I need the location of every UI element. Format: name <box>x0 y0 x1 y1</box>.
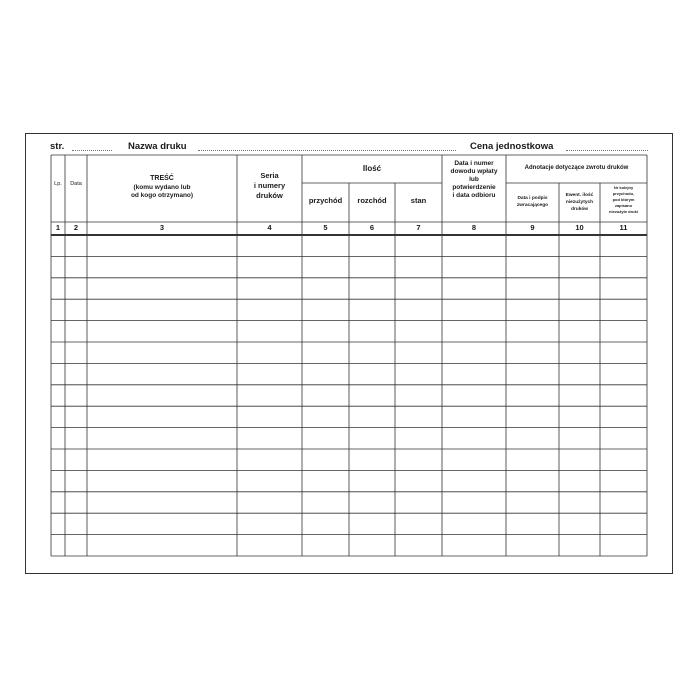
column-number: 1 <box>55 223 61 232</box>
print-name-field[interactable] <box>198 150 456 151</box>
page-number-field[interactable] <box>72 150 112 151</box>
col-signature-header-2: zwracającego <box>516 203 549 208</box>
col-unused-header-1: Ewent. ilość <box>565 193 594 198</box>
col-entry-no-header-4: zapisano <box>614 203 633 208</box>
col-proof-header-4: potwierdzenie <box>452 184 496 191</box>
col-income-header: przychód <box>308 196 343 205</box>
page-number-label: str. <box>50 141 65 152</box>
col-return-notes-header: Adnotacje dotyczące zwrotu druków <box>524 165 629 171</box>
col-balance-header: stan <box>410 196 427 205</box>
col-proof-header-3: lub <box>469 176 479 183</box>
unit-price-label: Cena jednostkowa <box>470 141 554 152</box>
col-series-header-3: druków <box>256 191 283 200</box>
col-content-sub1: (komu wydano lub <box>133 184 191 191</box>
unit-price-field[interactable] <box>566 150 648 151</box>
col-proof-header-2: dowodu wpłaty <box>450 168 498 175</box>
col-lp-header: Lp. <box>54 181 62 187</box>
column-number: 8 <box>471 223 477 232</box>
col-entry-no-header-1: Nr kolejny <box>613 185 634 190</box>
column-number: 9 <box>530 223 535 232</box>
column-number: 7 <box>416 223 421 232</box>
col-unused-header-3: druków <box>570 207 589 212</box>
print-name-label: Nazwa druku <box>128 141 187 152</box>
column-number: 10 <box>575 223 584 232</box>
column-number: 11 <box>619 223 628 232</box>
column-number: 5 <box>323 223 328 232</box>
col-entry-no-header-3: pod którym <box>612 197 635 202</box>
col-content-header: TREŚĆ <box>150 175 174 182</box>
col-series-header-1: Seria <box>260 171 279 180</box>
col-proof-header-5: i data odbioru <box>452 192 496 199</box>
column-number: 3 <box>159 223 165 232</box>
col-signature-header-1: Data i podpis <box>517 196 548 201</box>
col-entry-no-header-5: niezużyte druki <box>609 209 638 214</box>
col-content-sub2: od kogo otrzymano) <box>130 192 194 199</box>
column-number: 2 <box>73 223 79 232</box>
column-number: 6 <box>369 223 375 232</box>
column-number: 4 <box>267 223 272 232</box>
col-unused-header-2: niezużytych <box>565 200 594 205</box>
col-series-header-2: i numery <box>253 181 286 190</box>
col-entry-no-header-2: przychodu, <box>612 191 635 196</box>
col-proof-header-1: Data i numer <box>454 160 494 167</box>
col-expense-header: rozchód <box>357 196 387 205</box>
col-date-header: Data <box>70 181 82 187</box>
col-quantity-header: Ilość <box>362 164 382 173</box>
form-header-line <box>50 141 648 155</box>
